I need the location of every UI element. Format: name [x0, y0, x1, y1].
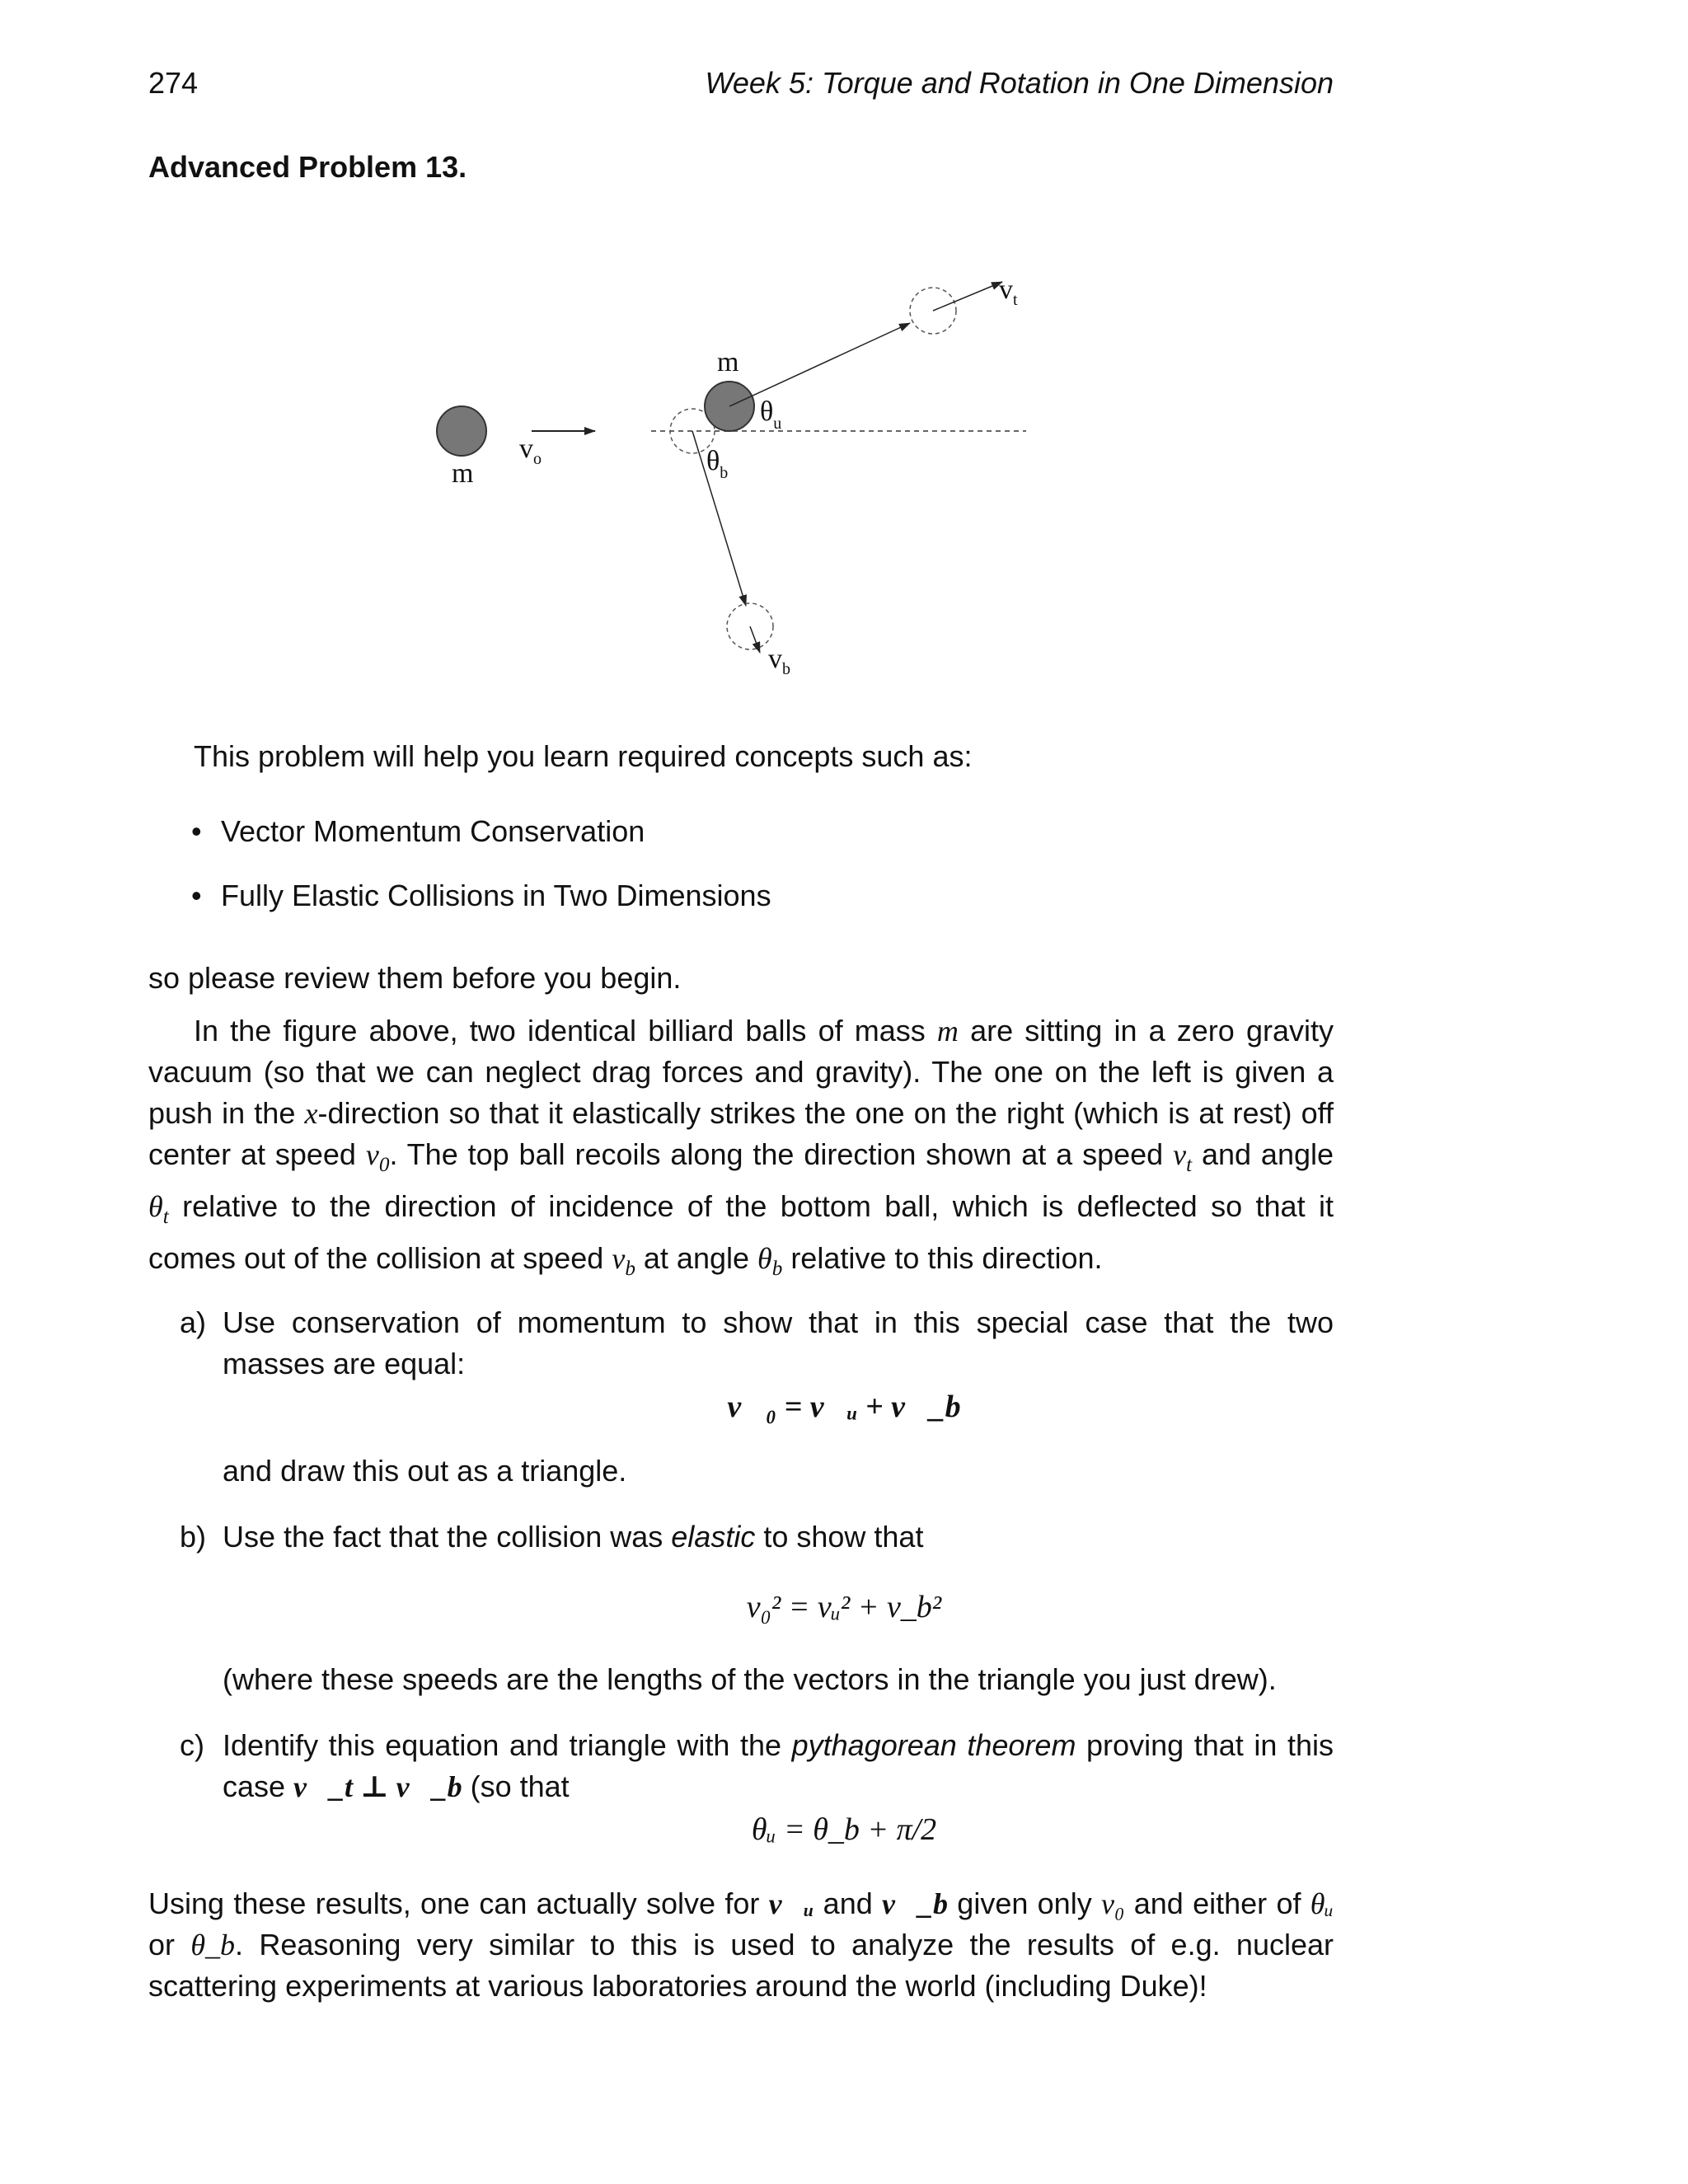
part-a-after: and draw this out as a triangle. [223, 1454, 627, 1488]
equation-c: θᵤ = θ_b + π/2 [751, 1812, 937, 1847]
mass-label-left: m [452, 458, 474, 489]
bullet-icon: • [191, 879, 202, 912]
v0-label: $v_o$ [519, 434, 542, 468]
intro-text: This problem will help you learn required concepts such as: [194, 739, 973, 773]
part-b [180, 1516, 1334, 1558]
equation-a: v⃗₀ = v⃗ᵤ + v⃗_b [727, 1390, 961, 1424]
theta-b-label: $\theta_b$ [706, 446, 729, 482]
closing-paragraph: Using these results, one can actually solve for v⃗ᵤ and v⃗_b given only v₀ and either of θᵤ or θ_b. Reasoning very similar to this is used to analyze the results of e.g. nuclear scattering experiments at various laboratories around the world (including Duke)! [148, 1886, 1334, 2003]
part-c-text: Identify this equation and triangle with the pythagorean theorem proving that in this case v⃗_t ⊥ v⃗_b (so that [223, 1728, 1334, 1803]
part-b-label: b) [180, 1520, 207, 1554]
theta-u-label: $\theta_u$ [760, 396, 782, 433]
part-a-label: a) [180, 1305, 207, 1339]
problem-statement: In the figure above, two identical billiard balls of mass m are sitting in a zero gravity vacuum (so that we can neglect drag forces and gravity). The one on the left is given a push in the x-direction so that it elastically strikes the one on the right (which is at rest) off center at speed $v_0$. The top ball recoils along the direction shown at a speed $v_t$ and angle $\theta_t$ relative to the direction of incidence of the bottom ball, which is deflected so that it comes out of the collision at speed $v_b$ at angle $\theta_b$ relative to this direction. [148, 1014, 1334, 1281]
part-b-text: Use the fact that the collision was elastic to show that [223, 1520, 924, 1554]
vt-arrow [933, 282, 1002, 311]
top-trajectory [729, 323, 910, 406]
mass-label-top: m [717, 347, 739, 377]
equation-b: v₀² = vᵤ² + v_b² [746, 1590, 942, 1624]
page-number: 274 [148, 66, 199, 100]
concept-item: • Vector Momentum Conservation [191, 814, 645, 848]
incoming-ball [437, 406, 486, 456]
part-c-label: c) [180, 1728, 204, 1762]
part-a-text: Use conservation of momentum to show that in this special case that the two masses are equal: [223, 1305, 1334, 1380]
review-text: so please review them before you begin. [148, 961, 682, 995]
vb-label: $v_b$ [768, 644, 790, 678]
part-b-after: (where these speeds are the lengths of the vectors in the triangle you just drew). [223, 1662, 1277, 1696]
running-title: Week 5: Torque and Rotation in One Dimension [705, 66, 1334, 100]
part-a [180, 1302, 1334, 1393]
vt-label: $v_t$ [999, 274, 1018, 309]
part-c [180, 1725, 1334, 1816]
collision-diagram [412, 272, 1071, 701]
concept-item: • Fully Elastic Collisions in Two Dimensions [191, 879, 771, 912]
problem-title: Advanced Problem 13. [148, 150, 467, 184]
bullet-icon: • [191, 814, 202, 848]
